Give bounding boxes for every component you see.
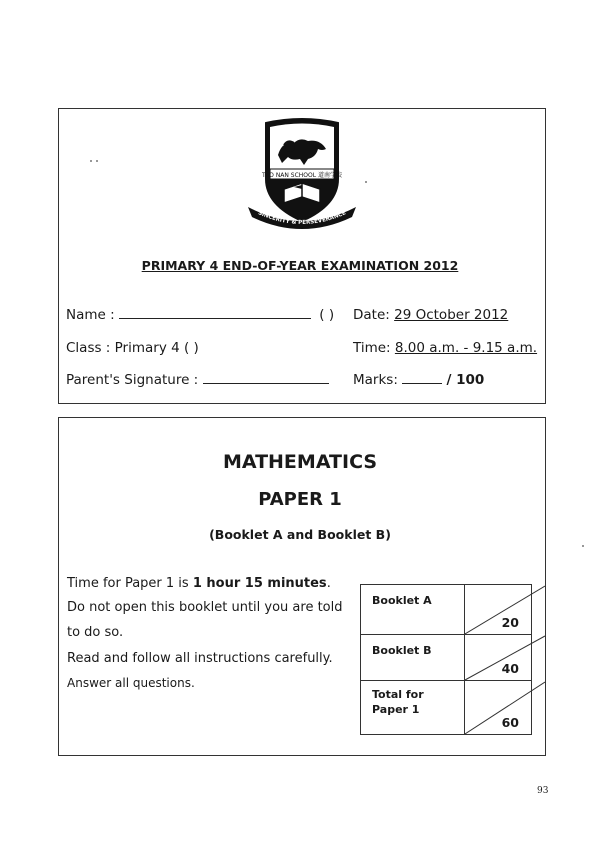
marks-row-label [361,681,465,735]
marks-row [361,585,532,635]
marks-score-cell[interactable] [465,585,532,635]
marks-row-max: 20 [501,615,519,630]
page-number: 93 [537,786,549,796]
marks-blank[interactable] [402,372,442,384]
marks-score-cell[interactable] [465,635,532,681]
scan-speck [365,181,367,183]
marks-field [353,372,484,388]
paper-title: PAPER 1 [258,489,342,510]
instruction-line: Do not open this booklet until you are told [67,600,343,615]
name-label: Name : [66,307,115,323]
subject-title: MATHEMATICS [222,451,378,473]
instruction-line: Answer all questions. [67,676,195,690]
school-crest-logo [244,117,360,229]
marks-row [361,681,532,735]
time-value: 8.00 a.m. - 9.15 a.m. [394,340,538,356]
date-value: 29 October 2012 [394,307,509,323]
marks-row-max: 40 [501,661,519,676]
name-field [66,307,334,323]
time-field [353,340,537,356]
instruction-time [67,576,331,591]
marks-table [360,584,532,735]
booklets-note: (Booklet A and Booklet B) [209,527,391,542]
marks-row [361,635,532,681]
instruction-time-duration: 1 hour 15 minutes [192,576,327,591]
marks-row-label: Booklet A [361,585,465,635]
school-motto: SINCERITY & PERSEVERANCE [257,210,347,227]
marks-label: Marks: [353,372,398,388]
marks-score-cell[interactable] [465,681,532,735]
time-label: Time: [353,340,391,356]
scan-speck [90,160,92,162]
date-label: Date: [353,307,390,323]
marks-row-label: Booklet B [361,635,465,681]
date-field [353,307,508,323]
instruction-time-prefix: Time for Paper 1 is [67,576,193,591]
scan-speck [582,545,584,547]
marks-row-max: 60 [501,715,519,730]
register-number-blank[interactable]: ( ) [319,307,335,323]
school-name-text: TAO NAN SCHOOL 道南学校 [261,172,343,179]
parent-signature-blank[interactable] [203,372,329,384]
name-blank[interactable] [119,307,311,319]
marks-row-label-text: Total for Paper 1 [372,688,424,716]
parent-signature-field [66,372,329,388]
marks-total: / 100 [446,372,485,388]
instruction-line: Read and follow all instructions carefully. [67,651,333,666]
instruction-time-suffix: . [326,576,331,591]
instruction-line: to do so. [67,625,124,640]
scan-speck [96,160,98,162]
parent-signature-label: Parent's Signature : [66,372,199,388]
exam-title: PRIMARY 4 END-OF-YEAR EXAMINATION 2012 [141,258,459,273]
class-field[interactable]: Class : Primary 4 ( ) [66,340,199,356]
